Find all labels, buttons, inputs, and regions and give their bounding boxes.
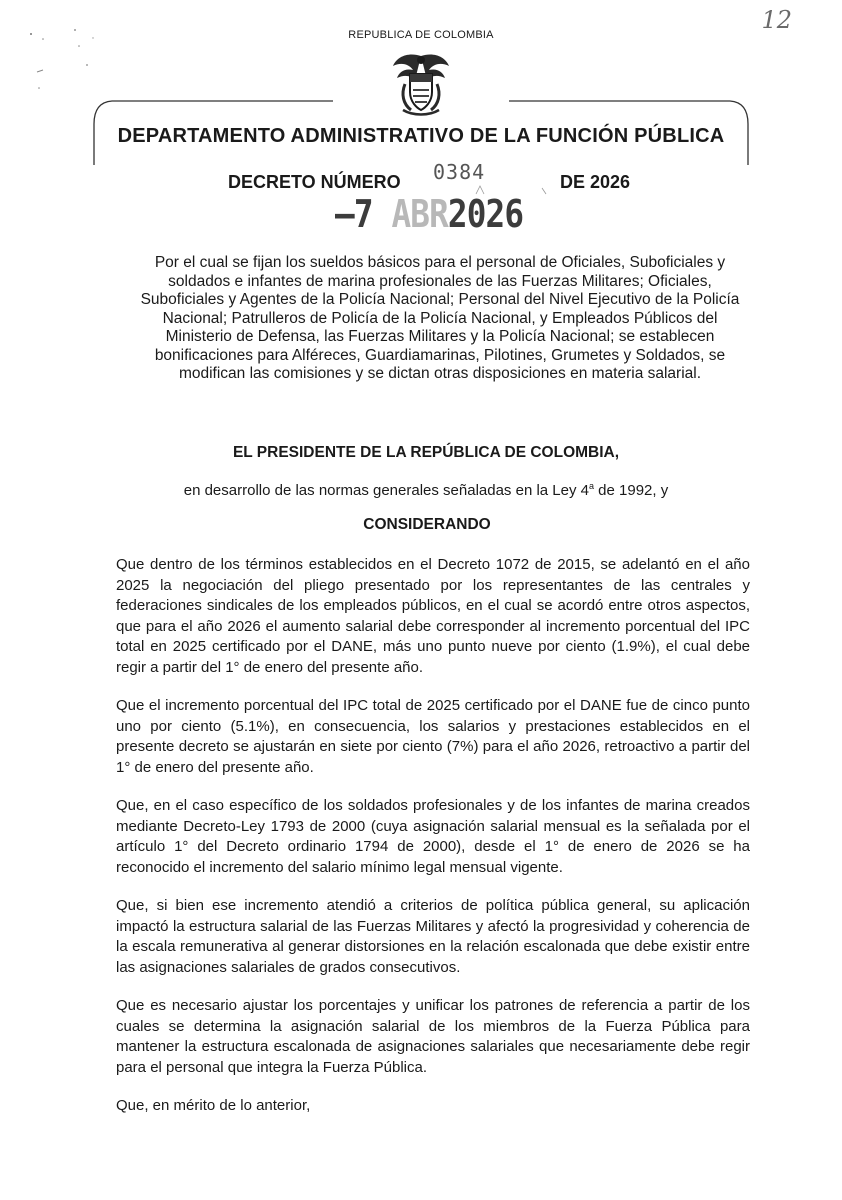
considering-heading: CONSIDERANDO	[363, 516, 491, 533]
decree-subject: Por el cual se fijan los sueldos básicos para el personal de Oficiales, Suboficiales y soldados e infantes de marina profesionales de las Fuerzas Militares; Oficiales, Suboficiales y Agentes de la Policía Nacional; Personal del Nivel Ejecutivo de la Policía Nacional; Patrulleros de Policía de la Policía Nacional, y Empleados Públicos del Ministerio de Defensa, las Fuerzas Militares y la Policía Nacional; se establecen bonificaciones para Alféreces, Guardiamarinas, Pilotines, Grumetes y Soldados, se modifican las comisiones y se dictan otras disposiciones en materia salarial.	[140, 254, 740, 382]
consideration-paragraph: Que es necesario ajustar los porcentajes y unificar los patrones de referencia a partir de los cuales se determina la asignación salarial de los miembros de la Fuerza Pública para mantener la estructura escalonada de asignaciones salariales que necesariamente debe regir para el personal que integra la Fuerza Pública.	[116, 997, 750, 1076]
authority-text: en desarrollo de las normas generales señaladas en la Ley 4	[183, 482, 589, 499]
decree-label: DECRETO NÚMERO	[228, 172, 401, 192]
consideration-paragraph: Que, en el caso específico de los soldados profesionales y de los infantes de marina creados mediante Decreto-Ley 1793 de 2000 (cuya asignación salarial mensual es la señalada por el artículo 1° del Decreto ordinario 1794 de 2000), desde el 1° de enero de 2026 se ha reconocido el incremento del salario mínimo legal mensual vigente.	[116, 797, 750, 876]
closing-paragraph: Que, en mérito de lo anterior,	[116, 1097, 311, 1114]
colombia-coat-of-arms-icon	[391, 50, 451, 118]
date-stamp	[335, 192, 523, 236]
consideration-paragraph: Que dentro de los términos establecidos en el Decreto 1072 de 2015, se adelantó en el año 2025 la negociación del pliego presentado por los representantes de las centrales y federaciones sindicales de los empleados públicos, en el cual se acordó entre otros aspectos, que para el año 2026 el aumento salarial debe corresponder al incremento porcentual del IPC total en 2025 certificado por el DANE, más uno punto nueve por ciento (1.9%), el cual debe regir a partir del 1° de enero del presente año.	[116, 556, 750, 676]
country-header: REPUBLICA DE COLOMBIA	[348, 29, 494, 41]
date-stamp-year: 2026	[447, 192, 524, 236]
considerations-body	[116, 555, 750, 1117]
president-heading: EL PRESIDENTE DE LA REPÚBLICA DE COLOMBIA,	[232, 444, 620, 461]
date-stamp-day: —7	[335, 192, 392, 236]
handwritten-page-number: 12	[761, 6, 792, 34]
legal-authority-line	[0, 481, 842, 499]
agency-title: DEPARTAMENTO ADMINISTRATIVO DE LA FUNCIÓN PÚBLICA	[117, 125, 725, 147]
consideration-paragraph: Que, si bien ese incremento atendió a criterios de política pública general, su aplicación impactó la estructura salarial de las Fuerzas Militares y afectó la progresividad y coherencia de la escala remunerativa al generar distorsiones en la relación escalonada que debe existir entre las asignaciones salariales de grados consecutivos.	[116, 897, 750, 976]
decree-year-label: DE 2026	[560, 172, 631, 192]
consideration-paragraph: Que el incremento porcentual del IPC total de 2025 certificado por el DANE fue de cinco punto uno por ciento (5.1%), en consecuencia, los salarios y prestaciones establecidos en el presente decreto se ajustarán en siete por ciento (7%) para el año 2026, retroactivo a partir del 1° de enero del presente año.	[116, 697, 750, 776]
decree-number-stamp: 0384	[433, 160, 486, 184]
authority-text-end: de 1992, y	[594, 482, 669, 499]
authority-superscript: a	[589, 481, 595, 491]
date-stamp-month: ABR	[391, 192, 448, 236]
